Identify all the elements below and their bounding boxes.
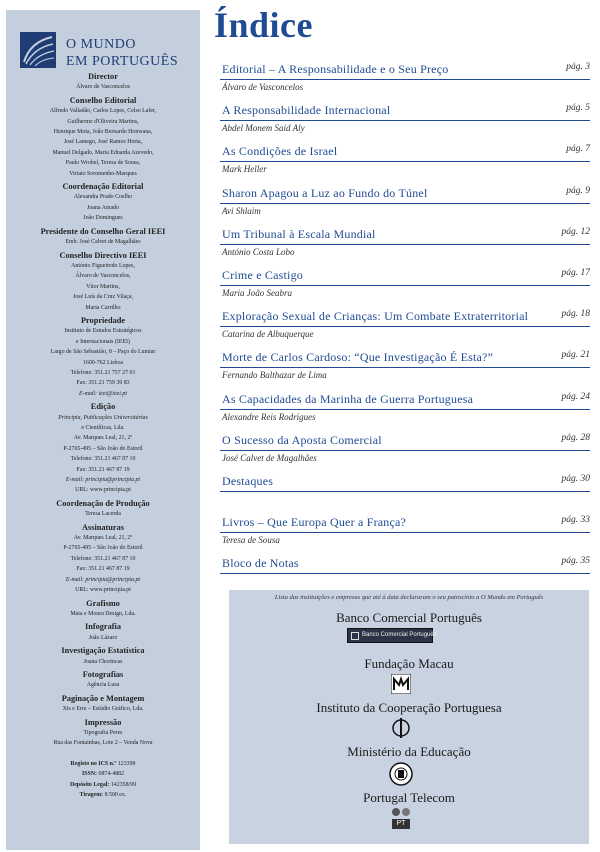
masthead-line: Instituto de Estudos Estratégicos [64,328,142,335]
masthead-line: E-mail: ieei@ieei.pt [79,390,127,397]
toc-entry [220,309,590,347]
masthead-line: P-2765-495 – São João do Estoril [63,545,143,552]
toc-entry-title: Destaques [222,474,274,488]
toc-entry [220,392,590,430]
masthead-section [6,402,200,496]
masthead-line: Alfredo Valladão, Carlos Lopes, Celso Lafer, [49,108,157,115]
sponsors-intro: Lista das instituições e empresas que até à data declararam o seu patrocínio a O Mundo em Português [274,594,544,601]
toc-entry [220,103,590,141]
pt-dot-icon [392,808,400,816]
masthead-line: Joana Chorincas [83,658,123,665]
masthead-line: Emb. José Calvet de Magalhães [65,239,141,246]
sponsor-fundacao-macau-name: Fundação Macau [364,656,454,671]
sponsor-icp-name: Instituto da Cooperação Portuguesa [316,700,502,715]
masthead-section [6,182,200,224]
toc-entry [220,268,590,306]
registry-row [6,780,200,790]
bcp-mark-icon [351,632,359,640]
masthead-section [6,72,200,93]
masthead-line: URL: www.principia.pt [75,487,131,494]
masthead-line: Guilherme d'Oliveira Martins, [67,118,139,125]
masthead-section [6,499,200,520]
toc-entry [220,186,590,224]
masthead-line: Xis e Erre – Estúdio Gráfico, Lda. [62,706,144,713]
toc-entry-page: pág. 33 [561,515,590,526]
masthead-line: Largo de São Sebastião, 8 – Paço do Lumiar [50,349,156,356]
registry-value: 123399 [117,760,136,767]
pt-logo [392,808,410,834]
masthead-line: Av. Marques Leal, 21, 2º [73,435,133,442]
toc-entry-title: Sharon Apagou a Luz ao Fundo do Túnel [222,185,428,200]
masthead-line: 1600-762 Lisboa [82,359,124,366]
toc-entry-page: pág. 24 [561,391,590,402]
toc-entry [220,350,590,388]
masthead-line: Telefone: 351.21 467 87 10 [70,555,136,562]
masthead-line: José Luís da Cruz Vilaça, [73,294,133,301]
masthead-section-label: Conselho Editorial [69,95,137,105]
toc-entry-page: pág. 3 [566,62,590,72]
toc-entry [220,515,590,553]
masthead-line: Agência Lusa [86,682,120,689]
sponsor-bcp-name: Banco Comercial Português [336,610,482,625]
toc-entry [220,227,590,265]
masthead-line: Fax: 351.21 467 87 19 [76,566,130,573]
masthead-section-label: Edição [90,402,116,412]
masthead-section [6,646,200,667]
masthead-section [6,316,200,399]
registry-label: Depósito Legal: [69,781,110,788]
masthead-line: Telefone: 351.21 757 27 01 [70,369,136,376]
toc-entry-title: Um Tribunal à Escala Mundial [222,226,376,241]
toc-entry-author: Alexandre Reis Rodrigues [222,411,316,422]
masthead-section [6,96,200,179]
masthead-credits [6,72,200,800]
masthead-section-label: Assinaturas [82,522,124,532]
masthead-line: Vítor Martins, [86,283,120,290]
toc-entry-page: pág. 21 [561,350,590,361]
masthead-line: António Figueiredo Lopes, [71,262,135,269]
toc-entry-author: Álvaro de Vasconcelos [222,82,304,92]
globe-logo-icon [20,32,56,68]
masthead-line: Maria Carrilho [85,304,121,311]
toc-divider [220,367,590,368]
registry-value: 8.500 ex. [104,792,127,798]
toc-entry-title: A Responsabilidade Internacional [222,103,391,118]
page-title: Índice [214,5,314,45]
masthead-line: Viriato Soromenho-Marques [69,170,137,177]
toc-entry-title: Morte de Carlos Cardoso: “Que Investigação É Esta?” [222,350,494,365]
masthead-line: e Científicas, Lda. [81,425,125,431]
toc-entry-title: Exploração Sexual de Crianças: Um Combate Extraterritorial [222,309,529,324]
toc-entry-page: pág. 18 [561,309,590,320]
registry-label: Registo no ICS n.º [70,760,117,767]
masthead-section-label: Coordenação de Produção [56,498,150,508]
masthead-section-label: Impressão [84,717,122,727]
masthead-section-label: Presidente do Conselho Geral IEEI [40,226,166,236]
toc-entry-page: pág. 12 [561,226,590,237]
portugal-coat-of-arms-icon [389,762,413,786]
masthead-line: Rua das Fontainhas, Lote 2 – Venda Nova [53,740,153,747]
toc-entry-page: pág. 30 [561,474,590,484]
masthead-section-label: Conselho Directivo IEEI [59,250,147,260]
pt-dot-icon [402,808,410,816]
toc-entry-author: Avi Shlaim [222,205,261,216]
toc-entry [220,144,590,182]
masthead-line: Álvaro de Vasconcelos [76,84,130,91]
masthead-section [6,670,200,691]
masthead-section-label: Infografia [85,622,121,632]
registry-label: ISSN: [81,771,98,778]
masthead-line: Manuel Delgado, Maria Eduarda Azevedo, [52,149,154,156]
masthead-section-label: Investigação Estatística [61,646,145,656]
masthead-section-label: Grafismo [86,598,120,608]
pt-logo-text: PT [392,819,410,829]
registry-label: Tiragem: [79,792,104,798]
toc-entry-title: O Sucesso da Aposta Comercial [222,432,382,447]
masthead-line: Fax: 351.21 759 39 83 [76,380,130,387]
registry-value: 142358/99 [110,781,137,788]
masthead-section [6,523,200,596]
registry-value: 0874-4882 [98,771,125,778]
toc-divider [220,409,590,410]
toc-entry-page: pág. 7 [566,144,590,155]
toc-divider [220,161,590,162]
masthead-section [6,599,200,620]
masthead-section [6,718,200,749]
toc-entry-author: Maria João Seabra [222,288,292,298]
masthead-line: Henrique Mota, João Bernardo Honwana, [53,129,153,136]
sponsor-pt-name: Portugal Telecom [363,790,455,805]
toc-entry-page: pág. 28 [561,432,590,443]
masthead-line: Fax: 351.21 467 87 19 [76,466,130,473]
masthead-line: Telefone: 351.21 467 87 10 [70,456,136,463]
masthead-line: João Lázaro [88,634,118,641]
toc-entry-author: António Costa Lobo [222,246,295,257]
toc-entry-author: Catarina de Albuquerque [222,329,314,340]
toc-entry-author: Abdel Monem Said Aly [222,123,305,134]
masthead-line: E-mail: principia@principia.pt [65,576,141,583]
masthead-line: E-mail: principia@principia.pt [65,477,141,484]
masthead-panel [6,10,200,850]
toc-entry-title: Crime e Castigo [222,268,303,282]
masthead-section [6,251,200,313]
toc-divider [220,491,590,492]
masthead-section-label: Propriedade [80,315,126,325]
masthead-section [6,622,200,643]
logo-line-2: EM PORTUGUÊS [66,54,179,69]
masthead-line: Teresa Lacerda [85,511,121,518]
toc-entry-title: Livros – Que Europa Quer a França? [222,515,407,530]
toc-divider [220,285,590,286]
publication-logo [20,32,190,72]
masthead-line: Principia, Publicações Universitárias [58,414,148,421]
masthead-line: URL: www.principia.pt [75,587,131,594]
toc-entry-title: As Capacidades da Marinha de Guerra Portuguesa [222,391,474,406]
toc-divider [220,532,590,533]
masthead-line: Maia e Moura Design, Lda. [70,610,136,617]
registry-block [6,759,200,801]
masthead-section-label: Coordenação Editorial [62,182,144,192]
bcp-logo [347,628,437,643]
toc-divider [220,244,590,245]
masthead-section [6,694,200,715]
masthead-line: e Internacionais (IEEI) [76,338,130,345]
masthead-section [6,227,200,248]
toc-divider [220,79,590,80]
masthead-line: José Lamego, José Ramos Horta, [63,139,143,146]
toc-entry-author: Fernando Balthazar de Lima [222,370,327,381]
registry-row [6,769,200,779]
toc-entry-title: Bloco de Notas [222,556,299,571]
icp-logo-icon [389,718,413,738]
toc-entry-title: As Condições de Israel [222,144,338,159]
toc-entry [220,556,590,594]
toc-entry [220,474,590,512]
toc-divider [220,326,590,327]
masthead-line: P-2765-495 – São João do Estoril [63,445,143,452]
sponsor-ministerio-name: Ministério da Educação [347,744,471,759]
masthead-line: Paulo Wrobel, Teresa de Sousa, [65,160,141,167]
sponsors-box [229,590,589,844]
toc-divider [220,573,590,574]
toc-divider [220,203,590,204]
toc-entry-page: pág. 35 [561,556,590,567]
toc-divider [220,450,590,451]
toc-divider [220,120,590,121]
logo-line-1: O MUNDO [66,37,136,52]
registry-row [6,759,200,769]
masthead-line: Álvaro de Vasconcelos, [75,273,131,280]
toc-entry-author: Teresa de Sousa [222,535,280,546]
masthead-section-label: Paginação e Montagem [61,693,145,703]
fundacao-macau-logo-icon [391,674,411,694]
toc-entry-author: Mark Heller [222,164,267,175]
toc-entry [220,433,590,471]
toc-entry-page: pág. 9 [566,185,590,196]
toc-entry [220,62,590,100]
masthead-line: Joana Amado [87,204,119,211]
registry-row [6,790,200,800]
masthead-line: Av. Marques Leal, 21, 2º [73,535,133,542]
masthead-line: Alexandra Prado Coelho [73,194,133,201]
toc-entry-title: Editorial – A Responsabilidade e o Seu Preço [222,62,449,76]
masthead-section-label: Fotografias [82,669,124,679]
masthead-line: Tipografia Peres [83,729,123,736]
toc-entry-page: pág. 5 [566,103,590,114]
toc-entry-page: pág. 17 [561,268,590,278]
masthead-section-label: Director [88,72,118,81]
toc-entry-author: José Calvet de Magalhães [222,452,317,463]
logo-wordmark [66,36,178,70]
masthead-line: João Domingues [83,215,123,222]
bcp-logo-text: Banco Comercial Português [362,632,437,638]
